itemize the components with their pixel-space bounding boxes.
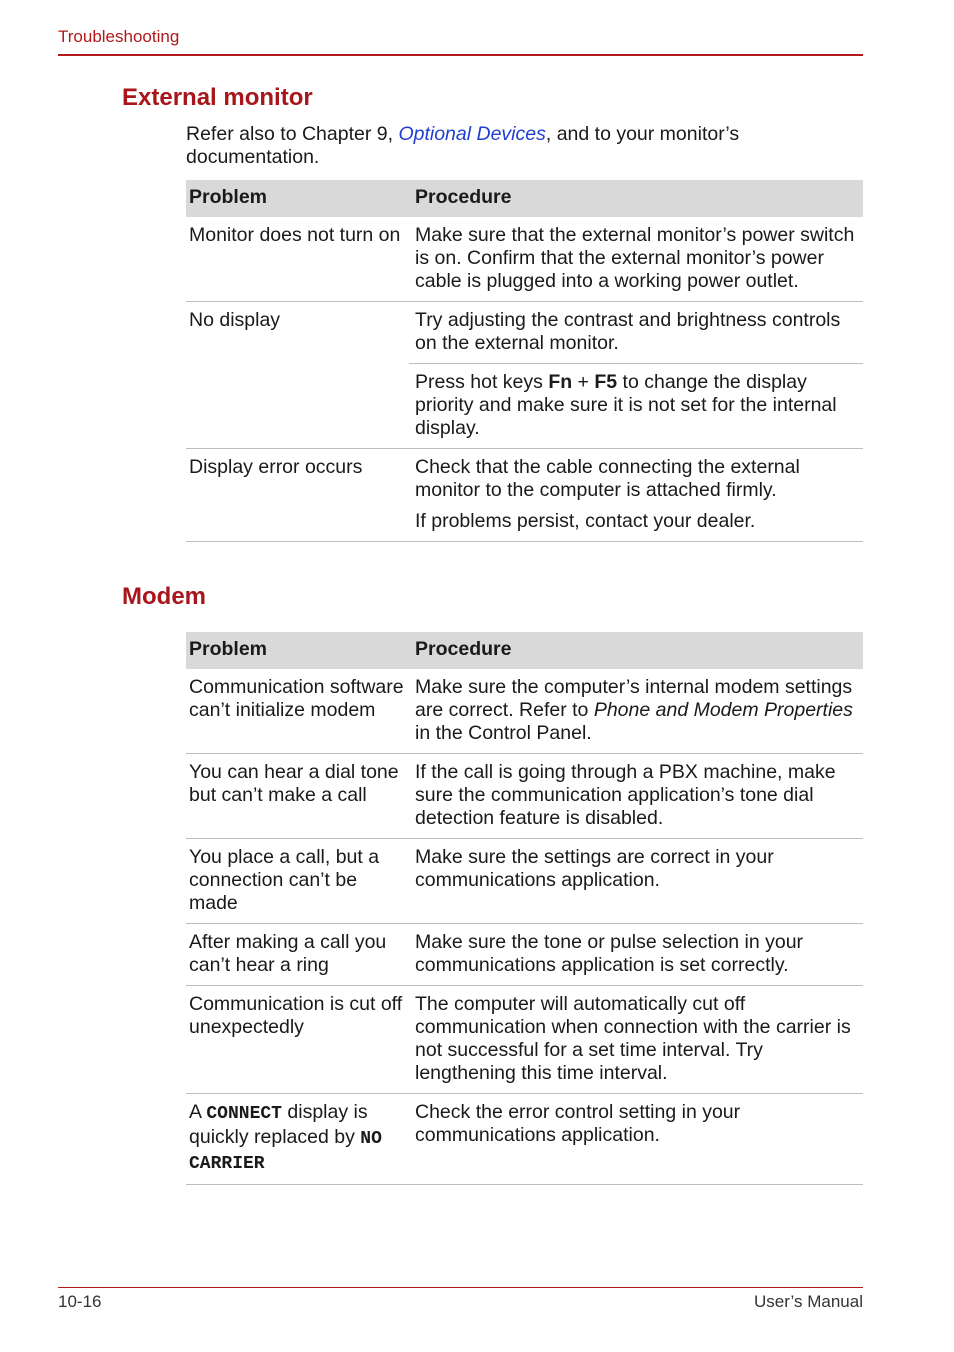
procedure-paragraph: If problems persist, contact your dealer. <box>415 510 756 532</box>
external-monitor-table <box>186 180 863 542</box>
optional-devices-link[interactable]: Optional Devices <box>398 123 546 145</box>
procedure-text-pre: Press hot keys <box>415 371 549 393</box>
procedure-emphasis: Phone and Modem Properties <box>593 699 853 721</box>
column-header-problem: Problem <box>186 180 409 217</box>
table-row <box>186 669 863 754</box>
plus-sign: + <box>572 371 595 393</box>
procedure-cell <box>409 449 863 542</box>
procedure-cell: Make sure the tone or pulse selection in your communications application is set correctly. <box>409 924 863 986</box>
problem-cell: Monitor does not turn on <box>186 217 409 302</box>
table-row <box>186 754 863 839</box>
table-row <box>186 449 863 542</box>
problem-cell: You can hear a dial tone but can’t make a call <box>186 754 409 839</box>
problem-cell: No display <box>186 302 409 449</box>
header-rule <box>58 54 863 56</box>
problem-cell: Communication software can’t initialize modem <box>186 669 409 754</box>
table-row <box>186 217 863 302</box>
procedure-text-post: to change the display priority and make sure it is not set for the internal display. <box>415 371 837 439</box>
procedure-cell: Make sure that the external monitor’s power switch is on. Confirm that the external monitor’s power cable is plugged into a working power outlet. <box>409 217 863 302</box>
procedure-text-post: in the Control Panel. <box>415 722 592 744</box>
code-connect: CONNECT <box>206 1104 282 1124</box>
hotkey-fn: Fn <box>548 371 573 393</box>
procedure-cell: Check the error control setting in your communications application. <box>409 1094 863 1185</box>
running-header: Troubleshooting <box>58 27 180 46</box>
table-row <box>186 924 863 986</box>
table-row <box>186 986 863 1094</box>
problem-cell: Display error occurs <box>186 449 409 542</box>
footer-rule <box>58 1287 863 1288</box>
manual-title: User’s Manual <box>754 1292 863 1311</box>
intro-text-post: , and to your monitor’s documentation. <box>186 123 740 168</box>
procedure-cell: The computer will automatically cut off communication when connection with the carrier is not successful for a set time interval. Try lengthening this time interval. <box>409 986 863 1094</box>
procedure-text-pre: Make sure the computer’s internal modem settings are correct. Refer to <box>415 676 853 721</box>
section-heading-modem: Modem <box>122 583 206 610</box>
problem-text-pre: A <box>189 1101 207 1123</box>
problem-cell: After making a call you can’t hear a ring <box>186 924 409 986</box>
table-row <box>186 302 863 364</box>
procedure-cell: Make sure the settings are correct in your communications application. <box>409 839 863 924</box>
page-number: 10-16 <box>58 1292 102 1311</box>
modem-table <box>186 632 863 1185</box>
problem-text-mid: display is quickly replaced by <box>189 1101 368 1148</box>
problem-cell <box>186 1094 409 1185</box>
hotkey-f5: F5 <box>594 371 618 393</box>
procedure-cell <box>409 669 863 754</box>
procedure-paragraph: Check that the cable connecting the external monitor to the computer is attached firmly. <box>415 456 800 501</box>
table-header-row <box>186 632 863 669</box>
intro-text-pre: Refer also to Chapter 9, <box>186 123 399 145</box>
problem-cell: Communication is cut off unexpectedly <box>186 986 409 1094</box>
procedure-cell: Try adjusting the contrast and brightness controls on the external monitor. <box>409 302 863 364</box>
table-header-row <box>186 180 863 217</box>
table-row <box>186 839 863 924</box>
column-header-procedure: Procedure <box>409 180 863 217</box>
code-no-carrier: NO CARRIER <box>189 1129 382 1174</box>
table-row <box>186 1094 863 1185</box>
column-header-procedure: Procedure <box>409 632 863 669</box>
procedure-cell <box>409 364 863 449</box>
procedure-cell: If the call is going through a PBX machine, make sure the communication application’s tone dial detection feature is disabled. <box>409 754 863 839</box>
column-header-problem: Problem <box>186 632 409 669</box>
problem-cell: You place a call, but a connection can’t be made <box>186 839 409 924</box>
intro-paragraph <box>186 123 826 169</box>
section-heading-external-monitor: External monitor <box>122 84 313 111</box>
